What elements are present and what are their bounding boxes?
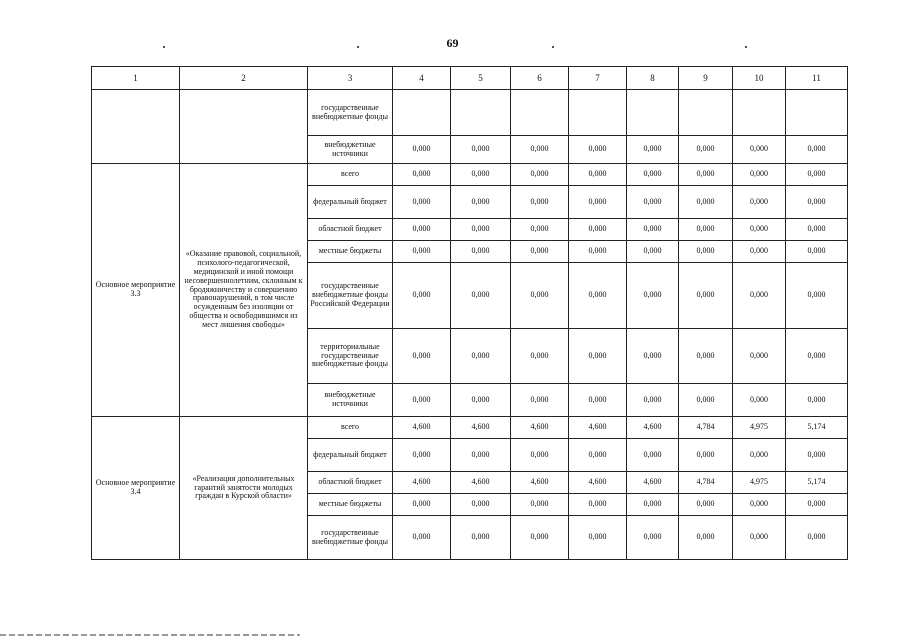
value-cell: 0,000 bbox=[393, 219, 451, 241]
column-number: 7 bbox=[569, 67, 627, 90]
value-cell: 5,174 bbox=[786, 472, 848, 494]
value-cell: 0,000 bbox=[733, 164, 786, 186]
value-cell: 4,600 bbox=[511, 417, 569, 439]
value-cell: 0,000 bbox=[733, 241, 786, 263]
value-cell: 4,600 bbox=[393, 472, 451, 494]
scan-speck bbox=[745, 46, 747, 48]
value-cell: 0,000 bbox=[569, 241, 627, 263]
value-cell: 4,975 bbox=[733, 472, 786, 494]
table-row bbox=[92, 417, 848, 439]
value-cell: 0,000 bbox=[511, 241, 569, 263]
value-cell: 0,000 bbox=[627, 494, 679, 516]
value-cell: 0,000 bbox=[569, 439, 627, 472]
value-cell: 4,784 bbox=[679, 472, 733, 494]
value-cell: 0,000 bbox=[511, 186, 569, 219]
funding-source-cell: территориальные государственные внебюджетные фонды bbox=[308, 329, 393, 384]
value-cell: 0,000 bbox=[393, 263, 451, 329]
column-number: 11 bbox=[786, 67, 848, 90]
funding-source-cell: местные бюджеты bbox=[308, 241, 393, 263]
value-cell: 0,000 bbox=[733, 219, 786, 241]
value-cell: 4,784 bbox=[679, 417, 733, 439]
value-cell: 0,000 bbox=[393, 516, 451, 560]
value-cell: 0,000 bbox=[679, 263, 733, 329]
value-cell: 4,600 bbox=[451, 417, 511, 439]
value-cell: 0,000 bbox=[627, 219, 679, 241]
value-cell: 0,000 bbox=[786, 219, 848, 241]
value-cell: 0,000 bbox=[511, 219, 569, 241]
value-cell: 4,600 bbox=[393, 417, 451, 439]
value-cell: 0,000 bbox=[569, 329, 627, 384]
scan-speck bbox=[552, 46, 554, 48]
activity-description-cell: «Реализация дополнительных гарантий занятости молодых граждан в Курской области» bbox=[180, 417, 308, 560]
value-cell: 0,000 bbox=[627, 384, 679, 417]
value-cell: 0,000 bbox=[733, 494, 786, 516]
value-cell: 0,000 bbox=[393, 439, 451, 472]
column-number: 6 bbox=[511, 67, 569, 90]
value-cell: 0,000 bbox=[733, 263, 786, 329]
funding-source-cell: государственные внебюджетные фонды bbox=[308, 90, 393, 136]
funding-source-cell: местные бюджеты bbox=[308, 494, 393, 516]
value-cell: 0,000 bbox=[451, 136, 511, 164]
value-cell: 0,000 bbox=[679, 186, 733, 219]
value-cell: 0,000 bbox=[786, 164, 848, 186]
value-cell: 0,000 bbox=[786, 384, 848, 417]
value-cell bbox=[733, 90, 786, 136]
value-cell bbox=[393, 90, 451, 136]
value-cell: 0,000 bbox=[393, 494, 451, 516]
value-cell: 0,000 bbox=[786, 263, 848, 329]
value-cell: 0,000 bbox=[511, 384, 569, 417]
funding-source-cell: областной бюджет bbox=[308, 219, 393, 241]
value-cell: 0,000 bbox=[786, 241, 848, 263]
value-cell: 0,000 bbox=[393, 241, 451, 263]
scan-speck bbox=[163, 46, 165, 48]
column-number: 9 bbox=[679, 67, 733, 90]
value-cell: 0,000 bbox=[627, 329, 679, 384]
value-cell: 0,000 bbox=[393, 164, 451, 186]
value-cell: 0,000 bbox=[733, 439, 786, 472]
value-cell: 0,000 bbox=[393, 186, 451, 219]
funding-source-cell: государственные внебюджетные фонды Российской Федерации bbox=[308, 263, 393, 329]
value-cell: 0,000 bbox=[569, 186, 627, 219]
value-cell: 0,000 bbox=[627, 439, 679, 472]
value-cell: 0,000 bbox=[679, 516, 733, 560]
value-cell: 4,600 bbox=[627, 472, 679, 494]
table-row bbox=[92, 164, 848, 186]
value-cell: 0,000 bbox=[569, 494, 627, 516]
funding-source-cell: федеральный бюджет bbox=[308, 186, 393, 219]
value-cell: 0,000 bbox=[511, 164, 569, 186]
value-cell: 0,000 bbox=[511, 516, 569, 560]
value-cell: 0,000 bbox=[786, 439, 848, 472]
column-number: 1 bbox=[92, 67, 180, 90]
funding-source-cell: федеральный бюджет bbox=[308, 439, 393, 472]
value-cell: 0,000 bbox=[511, 329, 569, 384]
value-cell bbox=[627, 90, 679, 136]
value-cell: 0,000 bbox=[733, 186, 786, 219]
column-number: 2 bbox=[180, 67, 308, 90]
value-cell: 0,000 bbox=[511, 494, 569, 516]
value-cell: 0,000 bbox=[627, 136, 679, 164]
value-cell: 0,000 bbox=[733, 329, 786, 384]
value-cell: 0,000 bbox=[733, 384, 786, 417]
table-row bbox=[92, 90, 848, 136]
value-cell: 4,975 bbox=[733, 417, 786, 439]
value-cell: 0,000 bbox=[451, 384, 511, 417]
value-cell: 0,000 bbox=[679, 241, 733, 263]
column-number: 4 bbox=[393, 67, 451, 90]
value-cell: 0,000 bbox=[569, 136, 627, 164]
column-number: 3 bbox=[308, 67, 393, 90]
value-cell: 0,000 bbox=[733, 516, 786, 560]
column-number: 8 bbox=[627, 67, 679, 90]
value-cell: 0,000 bbox=[679, 219, 733, 241]
value-cell: 0,000 bbox=[451, 494, 511, 516]
value-cell: 4,600 bbox=[451, 472, 511, 494]
value-cell: 0,000 bbox=[679, 136, 733, 164]
value-cell: 4,600 bbox=[569, 417, 627, 439]
value-cell: 0,000 bbox=[569, 164, 627, 186]
activity-name-cell: Основное мероприятие 3.4 bbox=[92, 417, 180, 560]
value-cell: 4,600 bbox=[569, 472, 627, 494]
value-cell: 0,000 bbox=[569, 384, 627, 417]
value-cell: 4,600 bbox=[511, 472, 569, 494]
activity-description-cell bbox=[180, 90, 308, 164]
value-cell: 0,000 bbox=[679, 329, 733, 384]
scan-speck bbox=[357, 46, 359, 48]
value-cell: 0,000 bbox=[393, 329, 451, 384]
value-cell: 0,000 bbox=[451, 219, 511, 241]
value-cell: 0,000 bbox=[451, 516, 511, 560]
activity-description-cell: «Оказание правовой, социальной, психолого-педагогической, медицинской и иной помощи несовершеннолетним, склонным к бродяжничеству и совершению правонарушений, в том числе осужденным без изоляции от общества и освободившимся из мест лишения свободы» bbox=[180, 164, 308, 417]
funding-source-cell: всего bbox=[308, 417, 393, 439]
value-cell bbox=[569, 90, 627, 136]
value-cell: 0,000 bbox=[451, 263, 511, 329]
value-cell: 0,000 bbox=[511, 439, 569, 472]
value-cell: 0,000 bbox=[786, 494, 848, 516]
value-cell: 0,000 bbox=[786, 516, 848, 560]
value-cell: 0,000 bbox=[451, 329, 511, 384]
column-number: 10 bbox=[733, 67, 786, 90]
value-cell: 0,000 bbox=[511, 136, 569, 164]
value-cell: 0,000 bbox=[627, 164, 679, 186]
funding-source-cell: государственные внебюджетные фонды bbox=[308, 516, 393, 560]
funding-source-cell: всего bbox=[308, 164, 393, 186]
value-cell: 0,000 bbox=[393, 136, 451, 164]
value-cell: 0,000 bbox=[569, 263, 627, 329]
value-cell bbox=[451, 90, 511, 136]
value-cell: 0,000 bbox=[786, 186, 848, 219]
value-cell: 0,000 bbox=[569, 516, 627, 560]
value-cell: 0,000 bbox=[451, 186, 511, 219]
value-cell: 0,000 bbox=[679, 384, 733, 417]
funding-source-cell: внебюджетные источники bbox=[308, 384, 393, 417]
column-number: 5 bbox=[451, 67, 511, 90]
value-cell: 0,000 bbox=[679, 494, 733, 516]
value-cell: 0,000 bbox=[679, 164, 733, 186]
value-cell: 0,000 bbox=[627, 516, 679, 560]
value-cell: 0,000 bbox=[451, 241, 511, 263]
scan-artifact-line bbox=[0, 634, 300, 636]
funding-source-cell: областной бюджет bbox=[308, 472, 393, 494]
budget-table bbox=[91, 66, 848, 560]
value-cell: 4,600 bbox=[627, 417, 679, 439]
value-cell: 0,000 bbox=[393, 384, 451, 417]
value-cell bbox=[679, 90, 733, 136]
page-number: 69 bbox=[446, 36, 459, 50]
value-cell: 0,000 bbox=[627, 186, 679, 219]
value-cell: 0,000 bbox=[569, 219, 627, 241]
value-cell: 0,000 bbox=[511, 263, 569, 329]
value-cell: 0,000 bbox=[451, 164, 511, 186]
value-cell bbox=[786, 90, 848, 136]
activity-name-cell: Основное мероприятие 3.3 bbox=[92, 164, 180, 417]
value-cell: 0,000 bbox=[627, 241, 679, 263]
value-cell: 5,174 bbox=[786, 417, 848, 439]
value-cell: 0,000 bbox=[451, 439, 511, 472]
funding-source-cell: внебюджетные источники bbox=[308, 136, 393, 164]
value-cell bbox=[511, 90, 569, 136]
column-number-row bbox=[92, 67, 848, 90]
value-cell: 0,000 bbox=[786, 329, 848, 384]
value-cell: 0,000 bbox=[786, 136, 848, 164]
value-cell: 0,000 bbox=[627, 263, 679, 329]
value-cell: 0,000 bbox=[733, 136, 786, 164]
activity-name-cell bbox=[92, 90, 180, 164]
value-cell: 0,000 bbox=[679, 439, 733, 472]
